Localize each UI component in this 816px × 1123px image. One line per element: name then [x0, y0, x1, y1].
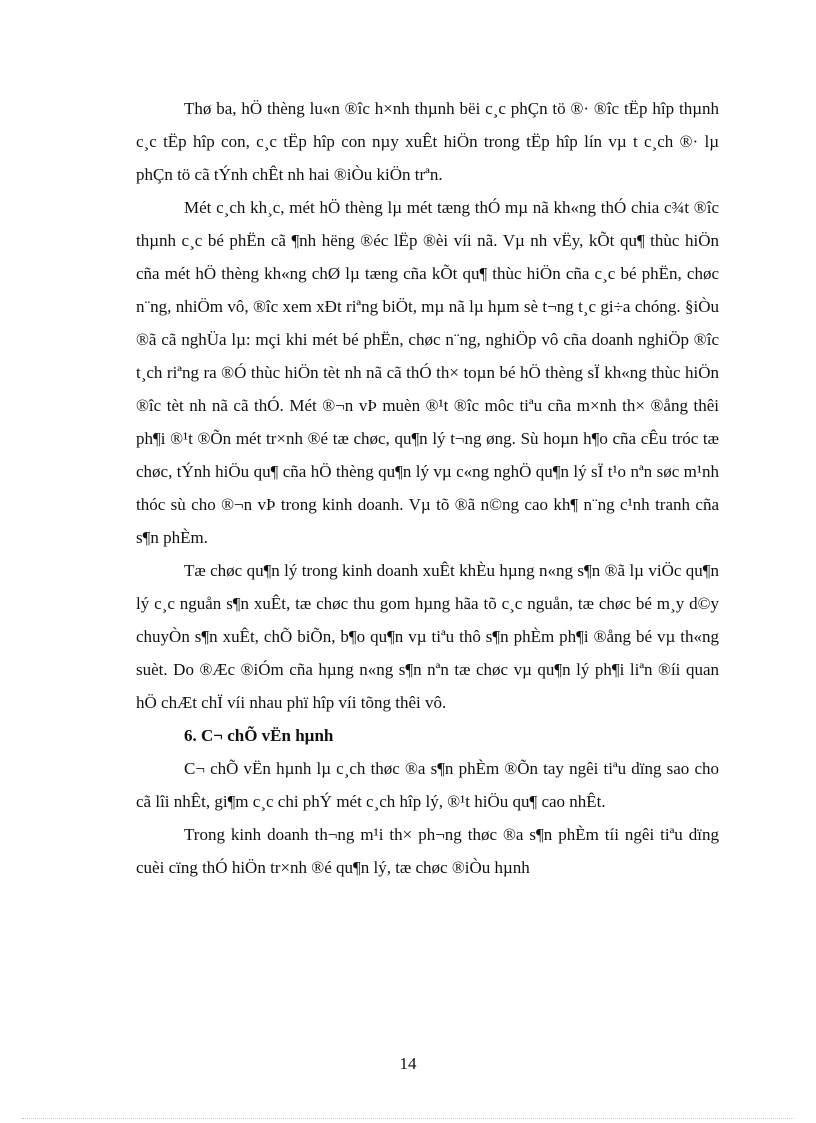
- paragraph-operating-mechanism: C¬ chÕ vËn hµnh lµ c¸ch thøc ®a s¶n phÈm ®Õn tay ngêi tiªu dïng sao cho cã lîi nhÊt, gi¶m c¸c chi phÝ mét c¸ch hîp lý, ®¹t hiÖu qu¶ cao nhÊt.: [136, 759, 719, 811]
- paragraph-management-organization: Tæ chøc qu¶n lý trong kinh doanh xuÊt khÈu hµng n«ng s¶n ®ã lµ viÖc qu¶n lý c¸c nguån s¶n xuÊt, tæ chøc thu gom hµng hãa tõ c¸c nguån, tæ chøc bé m¸y d©y chuyÒn s¶n xuÊt, chÕ biÕn, b¶o qu¶n vµ tiªu thô s¶n phÈm ph¶i ®ång bé vµ th«ng suèt. Do ®Æc ®iÓm cña hµng n«ng s¶n nªn tæ chøc vµ qu¶n lý ph¶i liªn ®íi quan hÖ chÆt chÏ víi nhau phï hîp víi tõng thêi vô.: [136, 561, 719, 712]
- paragraph-systems-definition: Mét c¸ch kh¸c, mét hÖ thèng lµ mét tæng thÓ mµ nã kh«ng thÓ chia c¾t ®îc thµnh c¸c bé phËn cã ¶nh hëng ®éc lËp ®èi víi nã. Vµ nh vËy, kÕt qu¶ thùc hiÖn cña mét hÖ thèng kh«ng chØ lµ tæng cña kÕt qu¶ thùc hiÖn cña c¸c bé phËn, chøc n¨ng, nhiÖm vô, ®îc xem xÐt riªng biÖt, mµ nã lµ hµm sè t¬ng t¸c gi÷a chóng. §iÒu ®ã cã nghÜa lµ: mçi khi mét bé phËn, chøc n¨ng, nghiÖp vô cña doanh nghiÖp ®îc t¸ch riªng ra ®Ó thùc hiÖn tèt nh nã cã thÓ th× toµn bé hÖ thèng sÏ kh«ng thùc hiÖn ®îc tèt nh nã cã thÓ. Mét ®¬n vÞ muèn ®¹t ®îc môc tiªu cña m×nh th× ®ång thêi ph¶i ®¹t ®Õn mét tr×nh ®é tæ chøc, qu¶n lý t¬ng øng. Sù hoµn h¶o cña cÊu tróc tæ chøc, tÝnh hiÖu qu¶ cña hÖ thèng qu¶n lý vµ c«ng nghÖ qu¶n lý sÏ t¹o nªn søc m¹nh thóc sù cho ®¬n vÞ trong kinh doanh. Vµ tõ ®ã n©ng cao kh¶ n¨ng c¹nh tranh cña s¶n phÈm.: [136, 198, 719, 547]
- page-body: [136, 92, 719, 884]
- footer-divider: [22, 1118, 794, 1119]
- page-number: 14: [399, 1054, 417, 1073]
- section-heading: 6. C¬ chÕ vËn hµnh: [184, 726, 334, 745]
- paragraph-systems-third-point: Thø ba, hÖ thèng lu«n ®îc h×nh thµnh bëi c¸c phÇn tö ®· ®îc tËp hîp thµnh c¸c tËp hîp con, c¸c tËp hîp con nµy xuÊt hiÖn trong tËp hîp lín vµ t c¸ch ®· lµ phÇn tö cã tÝnh chÊt nh hai ®iÒu kiÖn trªn.: [136, 99, 719, 184]
- paragraph-trade-methods: Trong kinh doanh th¬ng m¹i th× ph¬ng thøc ®a s¶n phÈm tíi ngêi tiªu dïng cuèi cïng thÓ hiÖn tr×nh ®é qu¶n lý, tæ chøc ®iÒu hµnh: [136, 825, 719, 877]
